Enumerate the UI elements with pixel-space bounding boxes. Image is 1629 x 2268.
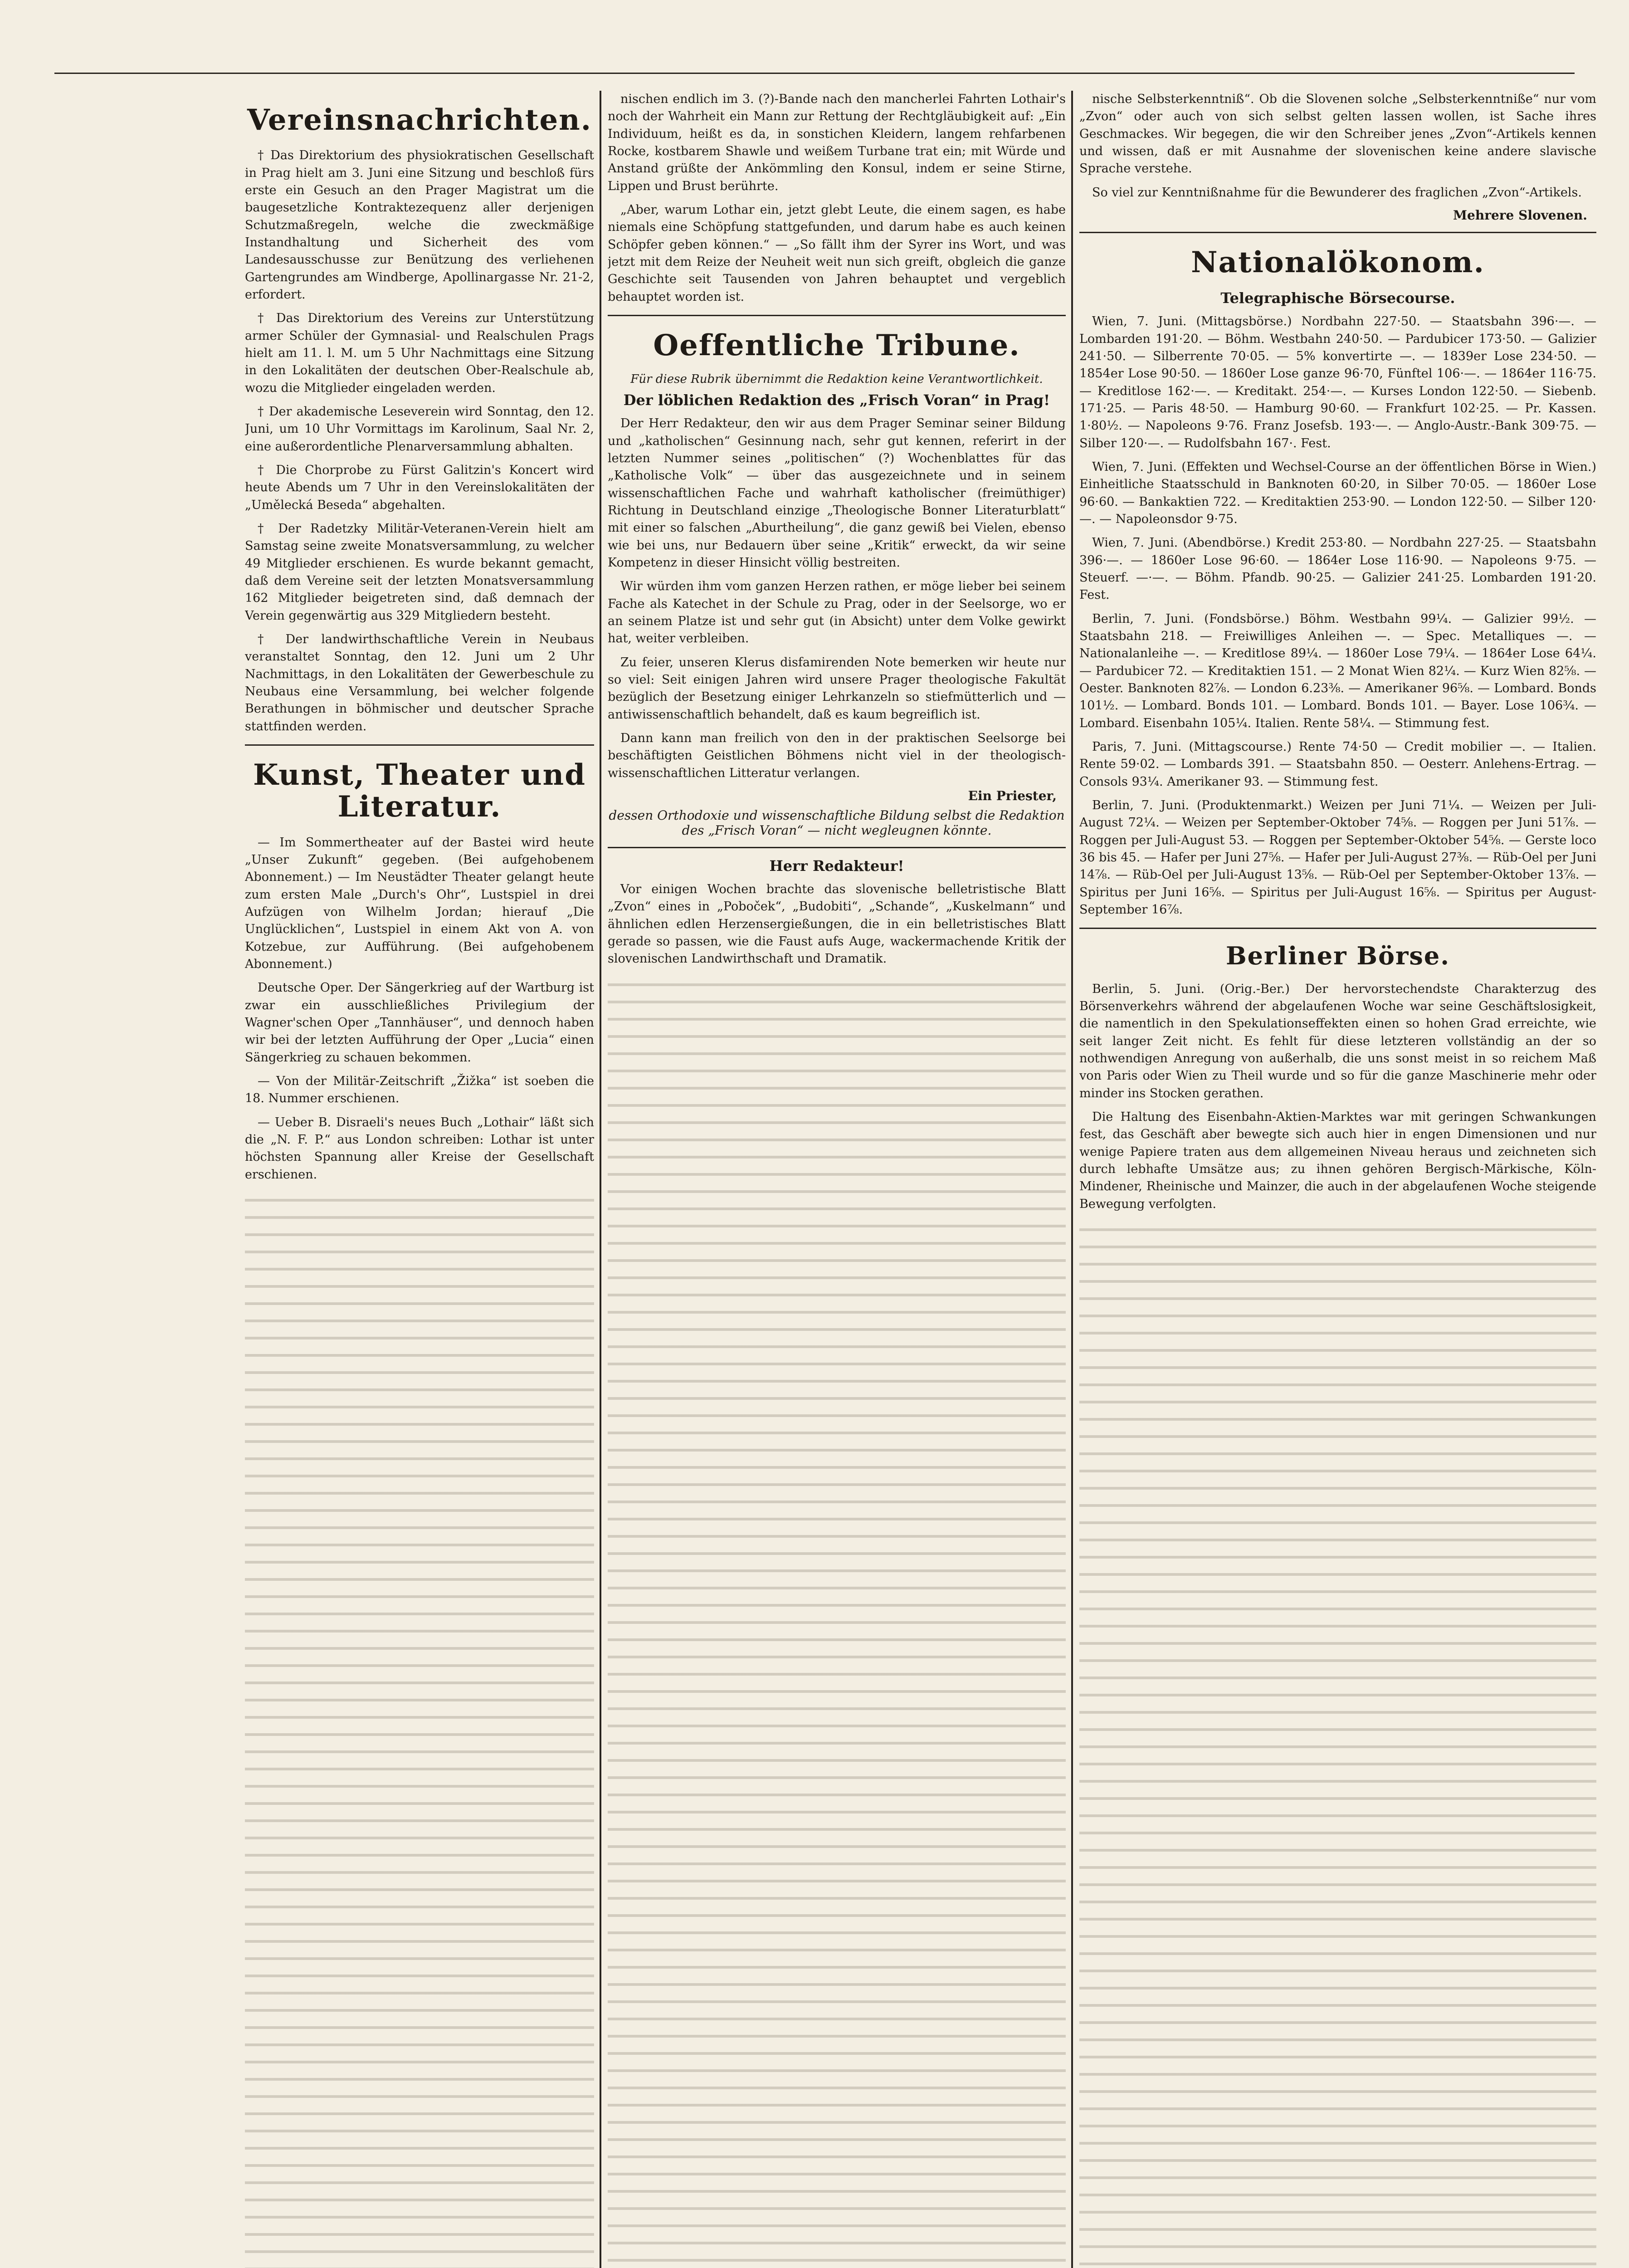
letter-salutation: Herr Redakteur! [769,857,904,875]
section-rule [1079,232,1596,233]
market-report: Paris, 7. Juni. (Mittagscourse.) Rente 74·50 — Credit mobilier —. — Italien. Rente 59·02. — Lombards 391. — Staatsbahn 850. — Oesterr. Anlehens-Ertrag. — Consols 93¼. Amerikaner 93. — Stimmung fest. [1079,739,1596,789]
section-heading-berliner-boerse: Berliner Börse. [1225,941,1450,971]
article-paragraph: — Von der Militär-Zeitschrift „Žižka“ ist soeben die 18. Nummer erschienen. [245,1074,594,1106]
column-3 [1079,91,1596,2268]
text-continuation [245,1190,594,2268]
column-divider-2 [1071,91,1073,2268]
market-report: Wien, 7. Juni. (Effekten und Wechsel-Course an der öffentlichen Börse in Wien.) Einheitliche Staatsschuld in Banknoten 60·20, in Silber 70·05. — 1860er Lose 96·60. — Bankaktien 722. — Kreditaktien 253·90. — London 122·50. — Silber 120·—. — Napoleonsdor 9·75. [1079,459,1596,526]
column-1 [245,91,594,2268]
market-report: Wien, 7. Juni. (Abendbörse.) Kredit 253·80. — Nordbahn 227·25. — Staatsbahn 396·—. — 1860er Lose 96·60. — 1864er Lose 116·90. — Napoleons 9·75. — Steuerf. —·—. — Böhm. Pfandb. 90·25. — Galizier 241·25. Lombarden 191·20. Fest. [1079,536,1596,602]
article-paragraph: — Ueber B. Disraeli's neues Buch „Lothair“ läßt sich die „N. F. P.“ aus London schreiben: Lothar ist unter höchsten Spannung aller Kreise der Gesellschaft erschienen. [245,1115,594,1182]
signature-note: dessen Orthodoxie und wissenschaftliche Bildung selbst die Redaktion des „Frisch Voran“ — nicht wegleugnen könnte. [609,807,1065,838]
article-paragraph: Dann kann man freilich von den in der praktischen Seelsorge bei beschäftigten Geistlichen Böhmens nicht viel in der theologisch-wissenschaftlichen Litteratur verlangen. [608,731,1066,780]
article-paragraph: „Aber, warum Lothar ein, jetzt glebt Leute, die einem sagen, es habe niemals eine Schöpfung stattgefunden, und darum habe es auch keinen Schöpfer geben können.“ — „So fällt ihm der Syrer ins Wort, und was jetzt mit dem Reize der Neuheit weit nun sich greift, obgleich die ganze Geschichte seit Tausenden von Jahren behauptet und vergeblich behauptet worden ist. [608,202,1066,304]
section-heading-tribune: Oeffentliche Tribune. [653,328,1020,362]
article-paragraph: So viel zur Kenntnißnahme für die Bewunderer des fraglichen „Zvon“-Artikels. [1092,185,1582,200]
article-paragraph: Vor einigen Wochen brachte das slovenische belletristische Blatt „Zvon“ eines in „Poboček“, „Budobiti“, „Schande“, „Kuskelmann“ und ähnlichen edlen Herzensergießungen, die in ein belletristisches Blatt gerade so passen, wie die Faust aufs Auge, wackermachende Kritik der slovenischen Landwirthschaft und Dramatik. [608,882,1066,966]
section-rule [245,744,594,746]
text-continuation [608,974,1066,2268]
letter-signature: Mehrere Slovenen. [1453,207,1587,223]
article-paragraph: † Der akademische Leseverein wird Sonntag, den 12. Juni, um 10 Uhr Vormittags im Karolinum, Saal Nr. 2, eine außerordentliche Plenarversammlung abhalten. [245,404,594,454]
market-report: Wien, 7. Juni. (Mittagsbörse.) Nordbahn 227·50. — Staatsbahn 396·—. — Lombarden 191·20. — Böhm. Westbahn 240·50. — Pardubicer 173·50. — Galizier 241·50. — Silberrente 70·05. — 5% konvertirte —. — 1839er Lose 234·50. — 1854er Lose 90·50. — 1860er Lose ganze 96·70, Fünftel 106·—. — 1864er 116·75. — Kreditlose 162·—. — Kreditakt. 254·—. — Kurses London 122·50. — Siebenb. 171·25. — Paris 48·50. — Hamburg 90·60. — Frankfurt 102·25. — Pr. Kassen. 1·80½. — Napoleons 9·76. Franz Josefsb. 193·—. — Anglo-Austr.-Bank 309·75. — Silber 120·—. — Rudolfsbahn 167·. Fest. [1079,314,1596,450]
column-divider-1 [600,91,601,2268]
article-paragraph: † Der landwirthschaftliche Verein in Neubaus veranstaltet Sonntag, den 12. Juni um 2 Uhr Nachmittags, in den Lokalitäten der Gewerbeschule zu Neubaus eine Versammlung, bei welcher folgende Berathungen in böhmischer und deutscher Sprache stattfinden werden. [245,632,594,733]
market-report: Berlin, 7. Juni. (Fondsbörse.) Böhm. Westbahn 99¼. — Galizier 99½. — Staatsbahn 218. — Freiwilliges Anleihen —. — Spec. Metalliques —. — Nationalanleihe —. — Kreditlose 89¼. — 1860er Lose 79¼. — 1864er Lose 64¼. — Pardubicer 72. — Kreditaktien 151. — 2 Monat Wien 82¼. — Kurz Wien 82⅝. — Oester. Banknoten 82⅞. — London 6.23⅜. — Amerikaner 96⅝. — Lombard. Bonds 101½. — Lombard. Bonds 101. — Lombard. Bonds 101. — Bayer. Lose 106¾. — Lombard. Eisenbahn 105¼. Italien. Rente 58¼. — Stimmung fest. [1079,611,1596,730]
article-paragraph: † Der Radetzky Militär-Veteranen-Verein hielt am Samstag seine zweite Monatsversammlung, zu welcher 49 Mitglieder erschienen. Es wurde bekannt gemacht, daß dem Vereine seit der letzten Monatsversammlung 162 Mitglieder beigetreten sind, daß demnach der Verein gegenwärtig aus 329 Mitgliedern besteht. [245,521,594,623]
article-paragraph: Deutsche Oper. Der Sängerkrieg auf der Wartburg ist zwar ein ausschließliches Privilegium der Wagner'schen Oper „Tannhäuser“, und dennoch haben wir bei der letzten Aufführung der Oper „Lucia“ einen Sängerkrieg zu schauen bekommen. [245,981,594,1065]
article-paragraph: † Das Direktorium des Vereins zur Unterstützung armer Schüler der Gymnasial- und Realschulen Prags hielt am 11. l. M. um 5 Uhr Nachmittags eine Sitzung in den Lokalitäten der deutschen Ober-Realschule ab, wozu die Mitglieder eingeladen werden. [245,311,594,395]
article-paragraph: Die Haltung des Eisenbahn-Aktien-Marktes war mit geringen Schwankungen fest, das Geschäft aber bewegte sich auch hier in engen Dimensionen und nur wenige Papiere traten aus dem allgemeinen Niveau heraus und zeichneten sich durch lebhafte Umsätze aus; zu ihnen gehören Bergisch-Märkische, Köln-Mindener, Rheinische und Mainzer, die auch in der abgelaufenen Woche steigende Bewegung verfolgten. [1079,1110,1596,1211]
column-2 [608,91,1066,2268]
article-paragraph: nische Selbsterkenntniß“. Ob die Slovenen solche „Selbsterkenntniße“ nur vom „Zvon“ oder auch von sich selbst gelten lassen wollen, ist Sache ihres Geschmackes. Wir begegen, die wir den Schreiber jenes „Zvon“-Artikels kennen und wissen, daß er mit Ausnahme der slovenischen keine andere slavische Sprache verstehe. [1079,92,1596,176]
subheading-boersecourse: Telegraphische Börsecourse. [1220,289,1455,307]
article-paragraph: † Die Chorprobe zu Fürst Galitzin's Koncert wird heute Abends um 7 Uhr in den Vereinslokalitäten der „Umělecká Beseda“ abgehalten. [245,463,594,512]
editorial-note: Für diese Rubrik übernimmt die Redaktion keine Verantwortlichkeit. [630,372,1043,386]
article-paragraph: † Das Direktorium des physiokratischen Gesellschaft in Prag hielt am 3. Juni eine Sitzung und beschloß fürs erste ein Gesuch an den Prager Magistrat um die baugesetzliche Kontraktezequenz aller derjenigen Schutzmaßregeln, welche die zweckmäßige Instandhaltung und Sicherheit des vom Landesausschusse zur Benützung des verliehenen Gartengrundes am Windberge, Apollinargasse Nr. 21-2, erfordert. [245,148,594,302]
top-rule [54,73,1575,74]
section-heading-kunst: Kunst, Theater und Literatur. [253,758,586,824]
article-paragraph: Berlin, 5. Juni. (Orig.-Ber.) Der hervorstechendste Charakterzug des Börsenverkehrs während der abgelaufenen Woche war seine Geschäftslosigkeit, die namentlich in den Spekulationseffekten einen so hohen Grad erreichte, wie seit langer Zeit nicht. Es fehlt für diese letzteren vollständig an der so nothwendigen Anregung von außerhalb, die uns sonst meist in so reichem Maß von Paris oder Wien zu Theil wurde und so für die ganze Maschinerie mehr oder minder ins Stocken gerathen. [1079,982,1596,1100]
section-rule [608,847,1066,848]
text-continuation [1079,1219,1596,2268]
market-report: Berlin, 7. Juni. (Produktenmarkt.) Weizen per Juni 71¼. — Weizen per Juli-August 72¼. — Weizen per September-Oktober 74⅝. — Roggen per Juni 51⅞. — Roggen per Juli-August 53. — Roggen per September-Oktober 54⅝. — Gerste loco 36 bis 45. — Hafer per Juni 27⅝. — Hafer per Juli-August 27⅜. — Rüb-Oel per Juni 14⅞. — Rüb-Oel per Juli-August 13⅝. — Rüb-Oel per September-Oktober 13⅞. — Spiritus per Juni 16⅝. — Spiritus per Juli-August 16⅝. — Spiritus per August-September 16⅞. [1079,798,1596,917]
letter-signature: Ein Priester, [968,788,1057,803]
article-paragraph: Wir würden ihm vom ganzen Herzen rathen, er möge lieber bei seinem Fache als Katechet in der Schule zu Prag, oder in der Seelsorge, wo er an seinem Platze ist und sehr gut (in Absicht) unter dem Volke gewirkt hat, weiter verbleiben. [608,579,1066,646]
article-paragraph: — Im Sommertheater auf der Bastei wird heute „Unser Zukunft“ gegeben. (Bei aufgehobenem Abonnement.) — Im Neustädter Theater gelangt heute zum ersten Male „Durch's Ohr“, Lustspiel in drei Aufzügen von Wilhelm Jordan; hierauf „Die Unglücklichen“, Lustspiel in einem Akt von A. von Kotzebue, zur Aufführung. (Bei aufgehobenem Abonnement.) [245,835,594,971]
section-rule [1079,928,1596,929]
section-heading-nationaloekonom: Nationalökonom. [1191,245,1485,279]
article-paragraph: Der Herr Redakteur, den wir aus dem Prager Seminar seiner Bildung und „katholischen“ Gesinnung nach, sehr gut kennen, referirt in der letzten Nummer seines „politischen“ (?) Wochenblattes für das „Katholische Volk“ — über das ausgezeichnete und in seinem wissenschaftlichen Fache und wahrhaft katholischer (freimüthiger) Richtung in Deutschland einzige „Theologische Bonner Literaturblatt“ mit einer so falschen „Aburtheilung“, die ganz gewiß bei Vielen, ebenso wie bei uns, nur Bedauern über seine „Kritik“ erweckt, da wir seine Kompetenz in dieser Hinsicht völlig bestreiten. [608,416,1066,570]
section-rule [608,315,1066,316]
letter-title: Der löblichen Redaktion des „Frisch Voran“ in Prag! [623,391,1050,409]
section-heading-vereinsnachrichten: Vereinsnachrichten. [247,103,592,137]
article-paragraph: nischen endlich im 3. (?)-Bande nach den mancherlei Fahrten Lothair's noch der Wahrheit ein Mann zur Rettung der Rechtgläubigkeit auf: „Ein Individuum, heißt es da, in sonstichen Kleidern, langem rehfarbenen Rocke, kostbarem Shawle und weißem Turbane trat ein; mit Würde und Anstand grüßte der Ankömmling den Konsul, indem er seine Stirne, Lippen und Brust berührte. [608,92,1066,193]
article-paragraph: Zu feier, unseren Klerus disfamirenden Note bemerken wir heute nur so viel: Seit einigen Jahren wird unsere Prager theologische Fakultät bezüglich der Besetzung einiger Lehrkanzeln so stiefmütterlich und — antiwissenschaftlich behandelt, daß es kaum begreiflich ist. [608,655,1066,722]
